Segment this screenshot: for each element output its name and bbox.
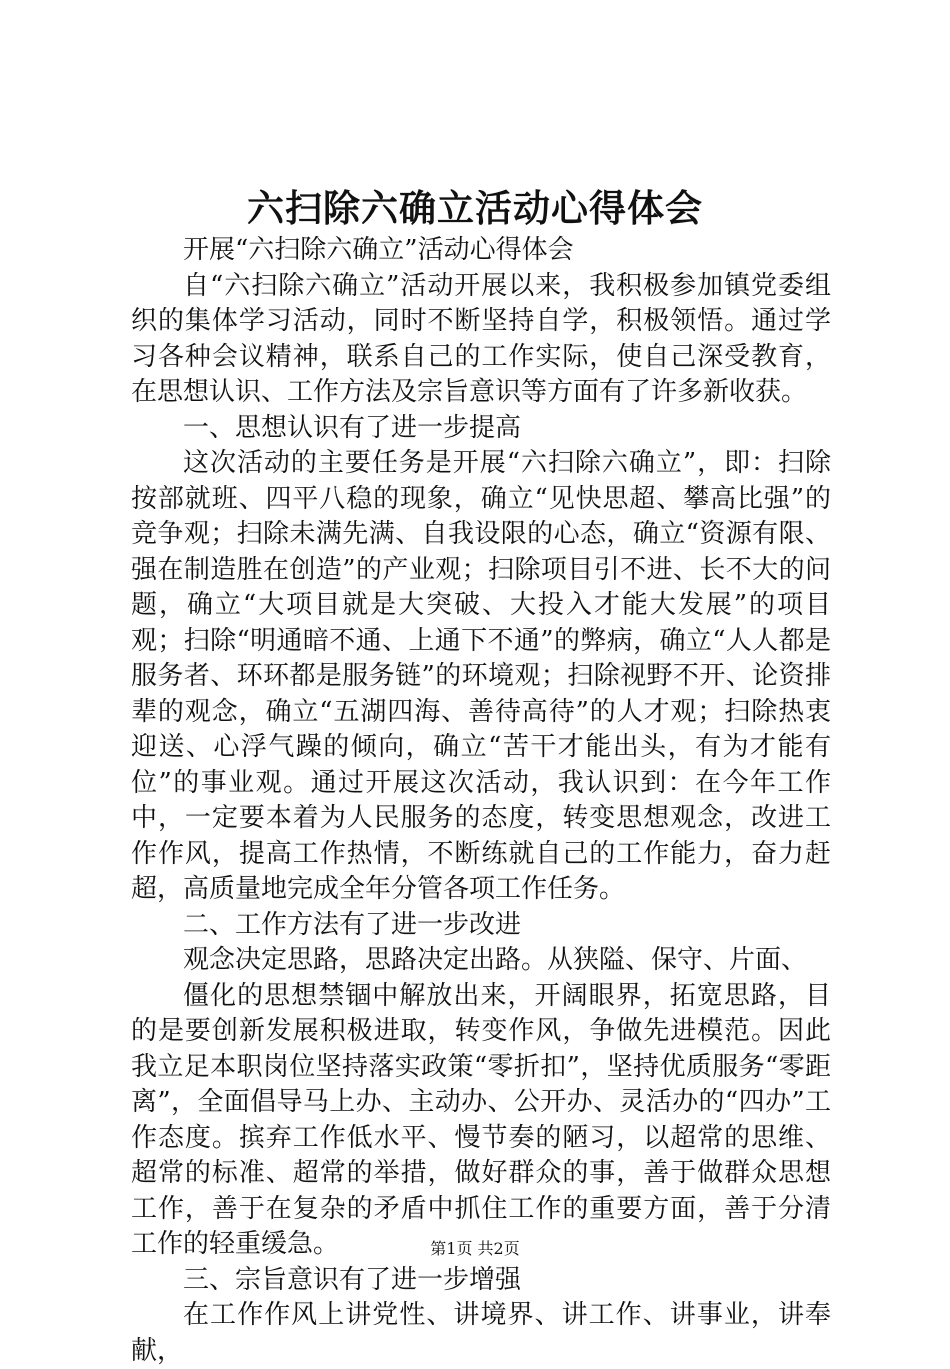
section-heading-1: 一、思想认识有了进一步提高 bbox=[183, 412, 522, 443]
paragraph-subtitle: 开展“六扫除六确立”活动心得体会 bbox=[183, 235, 574, 265]
paragraph-intro: 自“六扫除六确立”活动开展以来，我积极参加镇党委组织的集体学习活动，同时不断坚持自学，积极领悟。通过学习各种会议精神，联系自己的工作实际，使自己深受教育，在思想认识、工作方法及宗旨意识等方面有了许多新收获。 bbox=[131, 270, 831, 407]
paragraph-section-1: 这次活动的主要任务是开展“六扫除六确立”，即：扫除按部就班、四平八稳的现象，确立“见快思超、攀高比强”的竞争观；扫除未满先满、自我设限的心态，确立“资源有限、强在制造胜在创造”的产业观；扫除项目引不进、长不大的问题，确立“大项目就是大突破、大投入才能大发展”的项目观；扫除“明通暗不通、上通下不通”的弊病，确立“人人都是服务者、环环都是服务链”的环境观；扫除视野不开、论资排辈的观念，确立“五湖四海、善待高待”的人才观；扫除热衷迎送、心浮气躁的倾向，确立“苦干才能出头，有为才能有位”的事业观。通过开展这次活动，我认识到：在今年工作中，一定要本着为人民服务的态度，转变思想观念，改进工作作风，提高工作热情，不断练就自己的工作能力，奋力赶超，高质量地完成全年分管各项工作任务。 bbox=[131, 448, 831, 904]
page-number-footer: 第1页 共2页 bbox=[430, 1239, 520, 1258]
document-body bbox=[131, 233, 831, 1369]
section-heading-3: 三、宗旨意识有了进一步增强 bbox=[183, 1264, 522, 1295]
paragraph-section-2a: 观念决定思路，思路决定出路。从狭隘、保守、片面、 bbox=[183, 945, 808, 975]
document-title: 六扫除六确立活动心得体会 bbox=[247, 186, 703, 230]
paragraph-section-2b: 僵化的思想禁锢中解放出来，开阔眼界，拓宽思路，目的是要创新发展积极进取，转变作风，争做先进模范。因此我立足本职岗位坚持落实政策“零折扣”，坚持优质服务“零距离”，全面倡导马上办、主动办、公开办、灵活办的“四办”工作态度。摈弃工作低水平、慢节奏的陋习，以超常的思维、超常的标准、超常的举措，做好群众的事，善于做群众思想工作，善于在复杂的矛盾中抓住工作的重要方面，善于分清工作的轻重缓急。 bbox=[131, 980, 831, 1259]
section-heading-2: 二、工作方法有了进一步改进 bbox=[183, 909, 522, 940]
paragraph-section-3: 在工作作风上讲党性、讲境界、讲工作、讲事业，讲奉献， bbox=[131, 1300, 831, 1366]
